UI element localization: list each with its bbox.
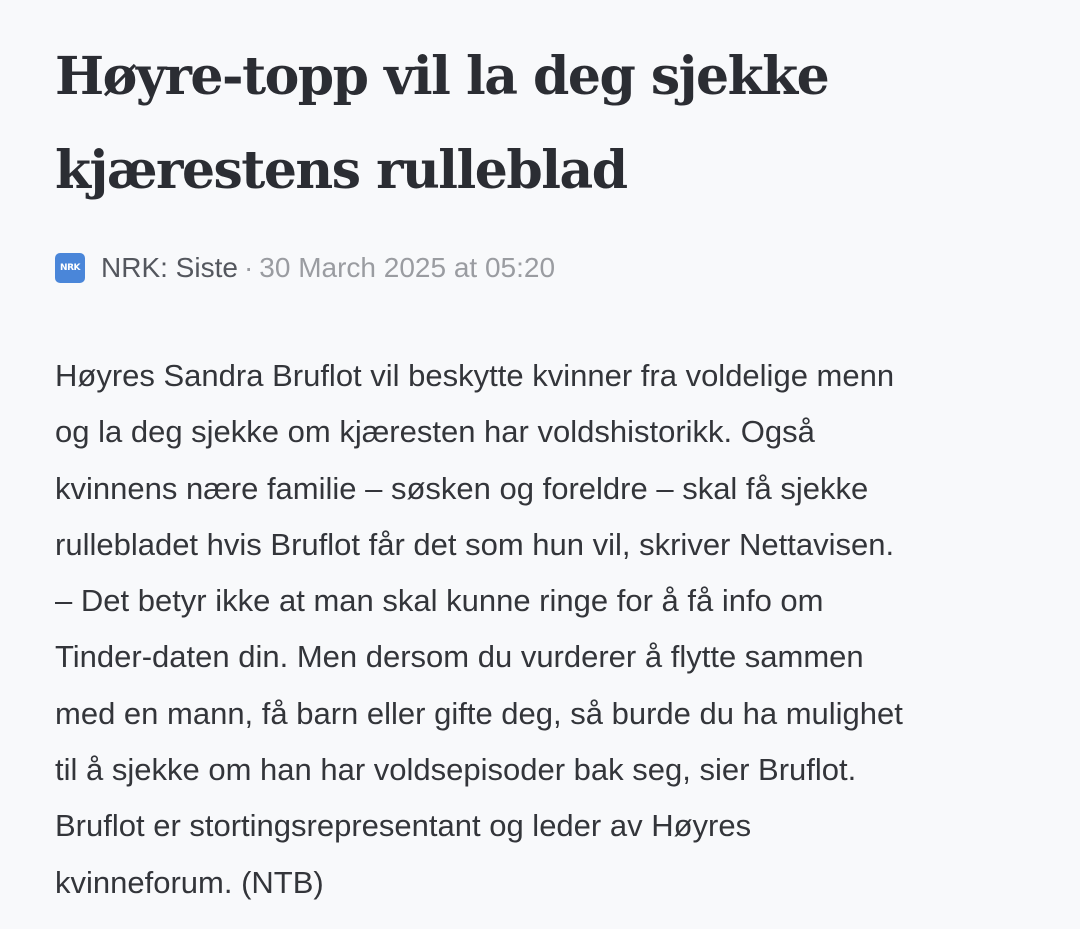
body-line: Bruflot er stortingsrepresentant og leder av Høyres — [55, 808, 752, 844]
meta-separator: · — [243, 252, 254, 283]
body-line: Tinder-daten din. Men dersom du vurderer å flytte sammen — [55, 639, 864, 675]
article-headline — [55, 30, 1035, 218]
source-name[interactable]: NRK: Siste — [101, 252, 238, 283]
nrk-logo-icon[interactable] — [55, 253, 85, 283]
body-line: rullebladet hvis Bruflot får det som hun vil, skriver Nettavisen. — [55, 526, 895, 562]
body-line: og la deg sjekke om kjæresten har voldshistorikk. Også — [55, 414, 815, 450]
nrk-logo-text: NRK — [60, 263, 80, 273]
headline-line: Høyre-topp vil la deg sjekke — [55, 46, 829, 107]
body-line: kvinnens nære familie – søsken og foreldre – skal få sjekke — [55, 470, 869, 506]
body-line: kvinneforum. (NTB) — [55, 864, 324, 900]
article-body — [55, 348, 1045, 911]
article — [55, 30, 1045, 911]
body-line: – Det betyr ikke at man skal kunne ringe for å få info om — [55, 583, 824, 619]
body-line: med en mann, få barn eller gifte deg, så burde du ha mulighet — [55, 695, 903, 731]
article-meta — [55, 250, 1045, 286]
body-line: til å sjekke om han har voldsepisoder bak seg, sier Bruflot. — [55, 752, 857, 788]
publish-date: 30 March 2025 at 05:20 — [259, 252, 556, 283]
body-line: Høyres Sandra Bruflot vil beskytte kvinner fra voldelige menn — [55, 358, 895, 393]
headline-line: kjærestens rulleblad — [55, 140, 627, 201]
